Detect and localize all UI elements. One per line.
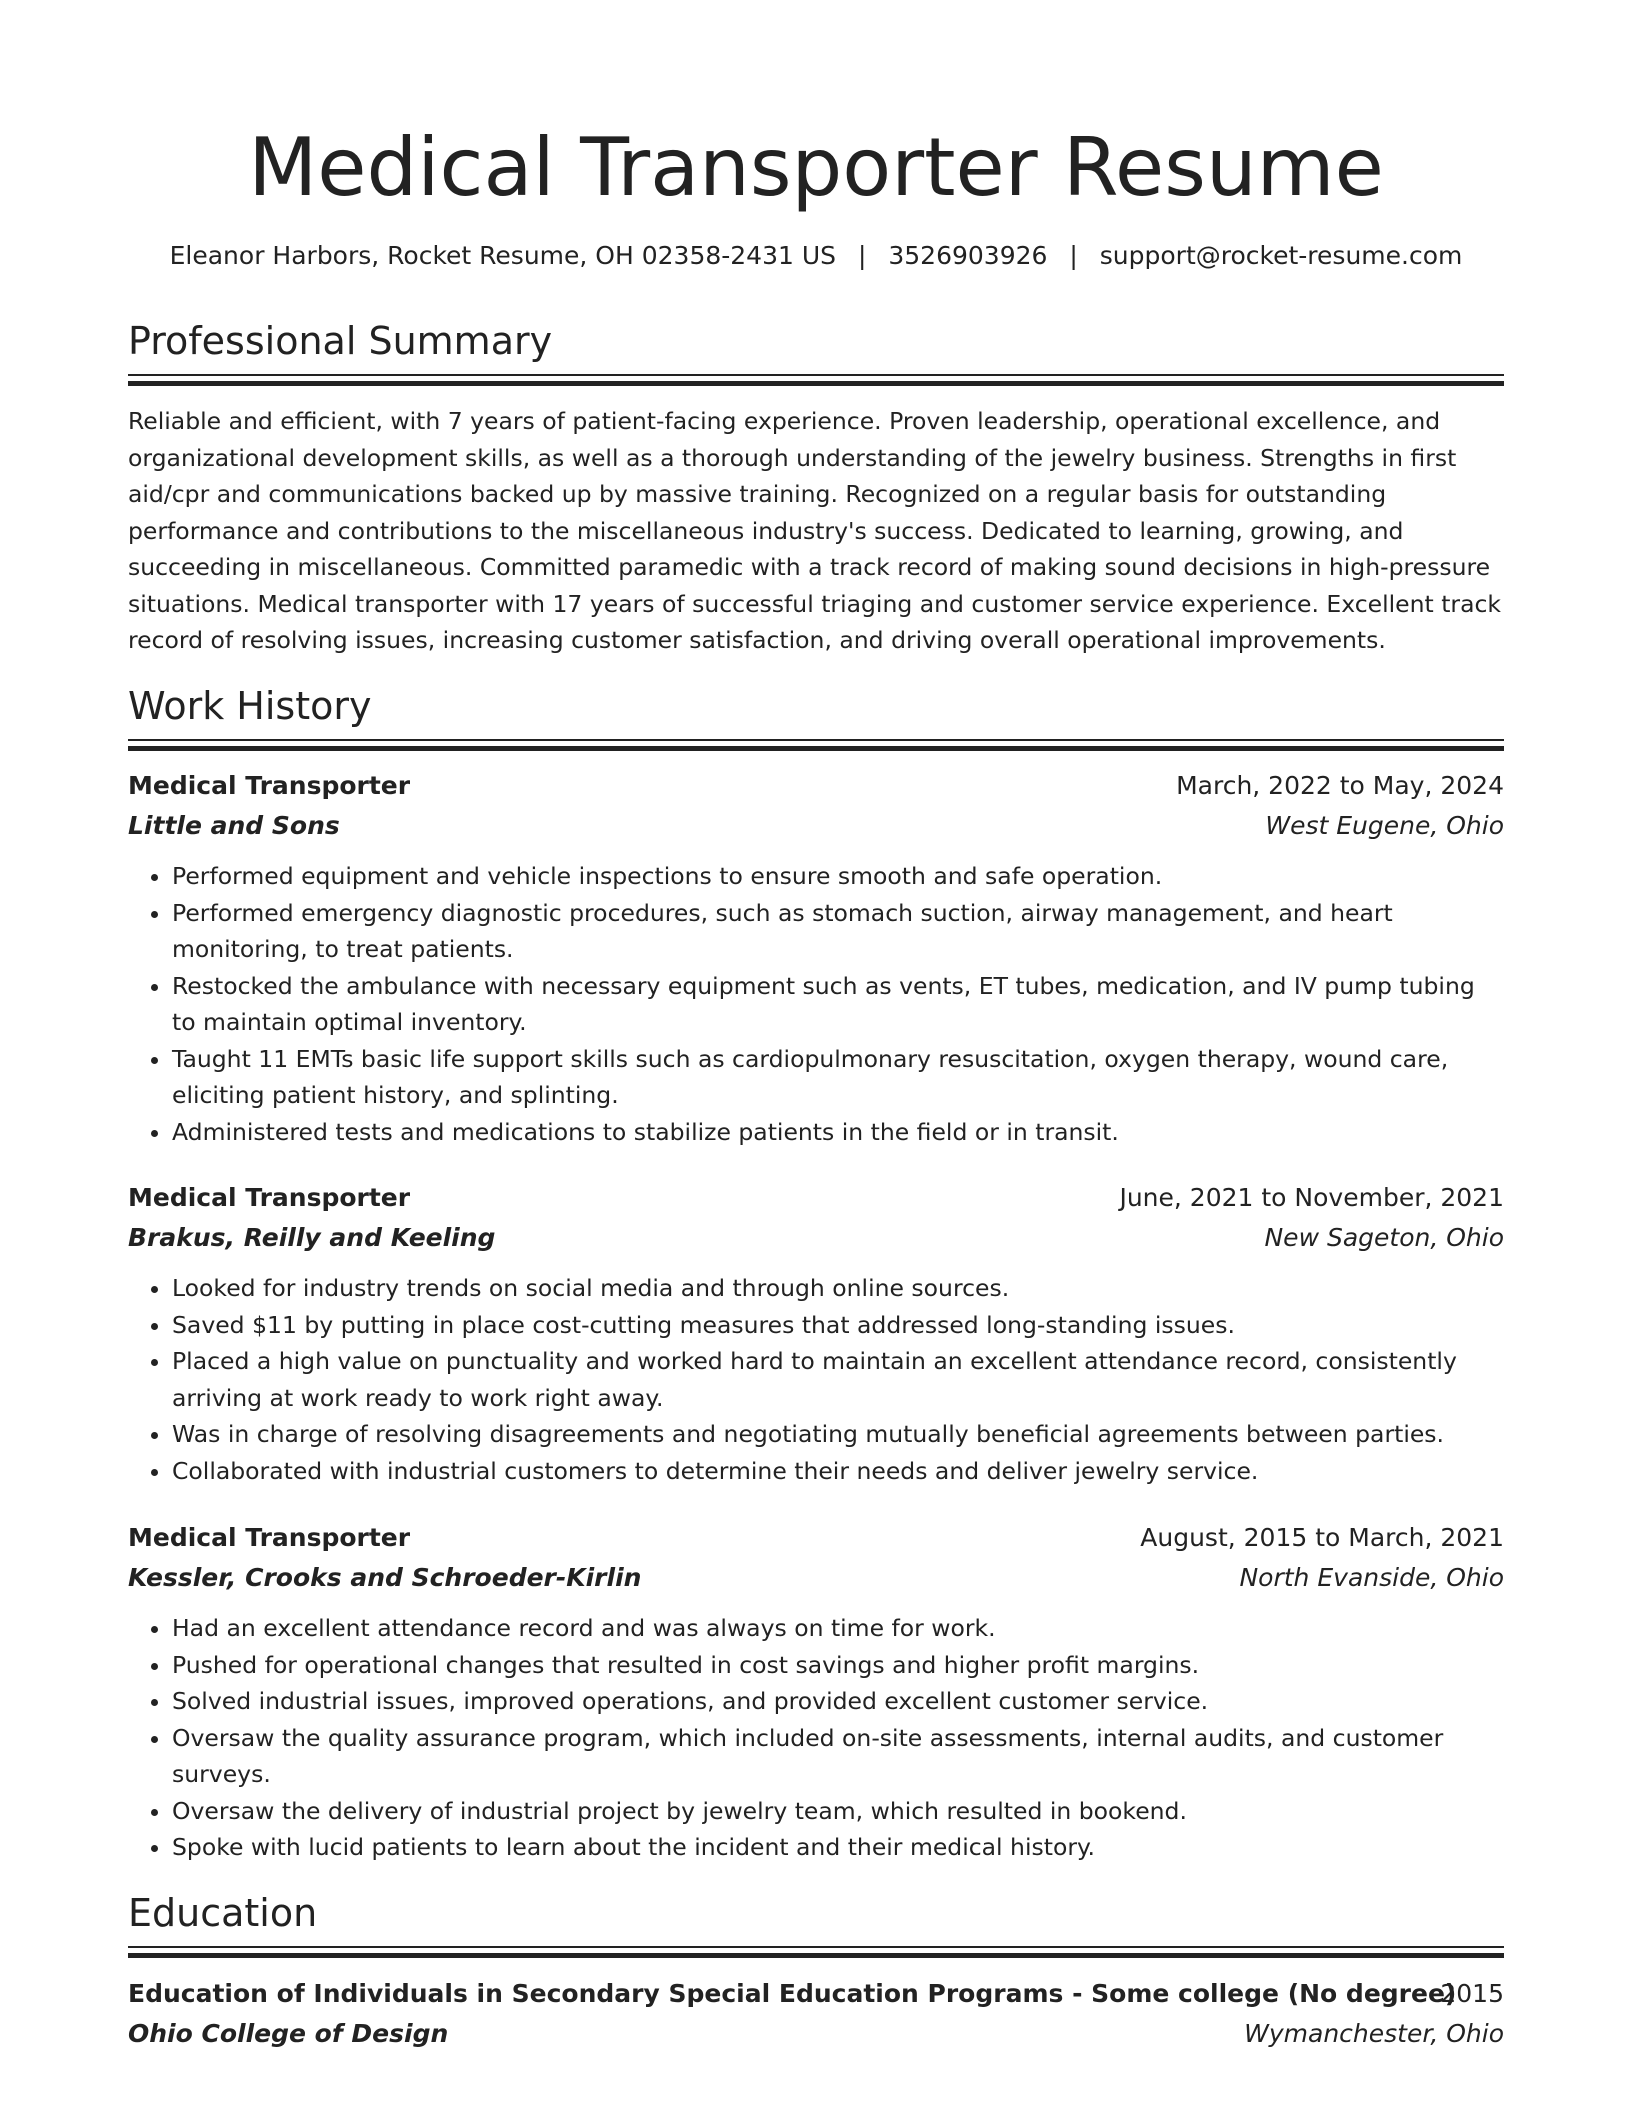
job-bullet: • Oversaw the delivery of industrial project by jewelry team, which resulted in bookend.: [172, 1793, 1504, 1830]
job-location: West Eugene, Ohio: [1265, 811, 1504, 840]
contact-separator: |: [1069, 241, 1078, 270]
job-bullets: [128, 1270, 1504, 1489]
job-location: North Evanside, Ohio: [1239, 1563, 1504, 1592]
job-bullet: • Spoke with lucid patients to learn about the incident and their medical history.: [172, 1829, 1504, 1866]
job-dates: August, 2015 to March, 2021: [1140, 1523, 1504, 1552]
job-entry: [128, 1518, 1504, 1866]
job-company: Little and Sons: [128, 811, 340, 840]
contact-line: [128, 238, 1504, 274]
job-bullet: • Performed emergency diagnostic procedures, such as stomach suction, airway management, and heart monitoring, to treat patients.: [172, 895, 1504, 968]
contact-email: support@rocket-resume.com: [1099, 241, 1463, 270]
job-dates: March, 2022 to May, 2024: [1176, 771, 1504, 800]
education-school: Ohio College of Design: [128, 2019, 449, 2048]
education-heading: Education: [128, 1891, 318, 1935]
job-location: New Sageton, Ohio: [1264, 1223, 1504, 1252]
job-title: Medical Transporter: [128, 1183, 411, 1212]
job-bullet: • Administered tests and medications to stabilize patients in the field or in transit.: [172, 1114, 1504, 1151]
job-header: [128, 1518, 1504, 1558]
job-bullets: [128, 858, 1504, 1150]
job-bullet: • Saved $11 by putting in place cost-cutting measures that addressed long-standing issues.: [172, 1307, 1504, 1344]
job-bullet: • Taught 11 EMTs basic life support skills such as cardiopulmonary resuscitation, oxygen therapy, wound care, eliciting patient history, and splinting.: [172, 1041, 1504, 1114]
section-divider: [128, 739, 1504, 751]
job-bullet: • Restocked the ambulance with necessary equipment such as vents, ET tubes, medication, and IV pump tubing to maintain optimal inventory.: [172, 968, 1504, 1041]
summary-text: Reliable and efficient, with 7 years of patient-facing experience. Proven leadership, operational excellence, and organizational development skills, as well as a thorough understanding of the jewelry business. Strengths in first aid/cpr and communications backed up by massive training. Recognized on a regular basis for outstanding performance and contributions to the miscellaneous industry's success. Dedicated to learning, growing, and succeeding in miscellaneous. Committed paramedic with a track record of making sound decisions in high-pressure situations. Medical transporter with 17 years of successful triaging and customer service experience. Excellent track record of resolving issues, increasing customer satisfaction, and driving overall operational improvements.: [128, 407, 1502, 654]
section-divider: [128, 374, 1504, 386]
summary-heading: Professional Summary: [128, 319, 553, 363]
job-bullet: • Performed equipment and vehicle inspections to ensure smooth and safe operation.: [172, 858, 1504, 895]
job-bullet: • Looked for industry trends on social media and through online sources.: [172, 1270, 1504, 1307]
section-divider: [128, 1946, 1504, 1958]
job-bullet: • Pushed for operational changes that resulted in cost savings and higher profit margins.: [172, 1647, 1504, 1684]
job-title: Medical Transporter: [128, 771, 411, 800]
contact-phone: 3526903926: [888, 241, 1048, 270]
job-title: Medical Transporter: [128, 1523, 411, 1552]
job-company: Kessler, Crooks and Schroeder-Kirlin: [128, 1563, 642, 1592]
job-company: Brakus, Reilly and Keeling: [128, 1223, 496, 1252]
job-entry: [128, 766, 1504, 1150]
education-header: [128, 1974, 1504, 2014]
job-subheader: [128, 806, 1504, 846]
job-entry: [128, 1178, 1504, 1489]
job-bullet: • Collaborated with industrial customers to determine their needs and deliver jewelry service.: [172, 1453, 1504, 1490]
work-history-heading: Work History: [128, 684, 372, 728]
job-header: [128, 1178, 1504, 1218]
job-bullet: • Had an excellent attendance record and was always on time for work.: [172, 1610, 1504, 1647]
job-subheader: [128, 1558, 1504, 1598]
education-location: Wymanchester, Ohio: [1244, 2019, 1504, 2048]
resume-title: Medical Transporter Resume: [248, 121, 1384, 214]
education-degree: Education of Individuals in Secondary Special Education Programs - Some college (No degree): [128, 1979, 1457, 2008]
job-bullets: [128, 1610, 1504, 1866]
education-year: 2015: [1440, 1979, 1504, 2008]
job-subheader: [128, 1218, 1504, 1258]
education-subheader: [128, 2014, 1504, 2054]
job-header: [128, 766, 1504, 806]
contact-address: Eleanor Harbors, Rocket Resume, OH 02358-2431 US: [169, 241, 837, 270]
contact-separator: |: [857, 241, 867, 270]
education-entry: [128, 1974, 1504, 2054]
job-bullet: • Was in charge of resolving disagreements and negotiating mutually beneficial agreements between parties.: [172, 1416, 1504, 1453]
job-bullet: • Oversaw the quality assurance program, which included on-site assessments, internal audits, and customer surveys.: [172, 1720, 1504, 1793]
job-bullet: • Placed a high value on punctuality and worked hard to maintain an excellent attendance record, consistently arriving at work ready to work right away.: [172, 1343, 1504, 1416]
job-bullet: • Solved industrial issues, improved operations, and provided excellent customer service.: [172, 1683, 1504, 1720]
job-dates: June, 2021 to November, 2021: [1119, 1183, 1504, 1212]
